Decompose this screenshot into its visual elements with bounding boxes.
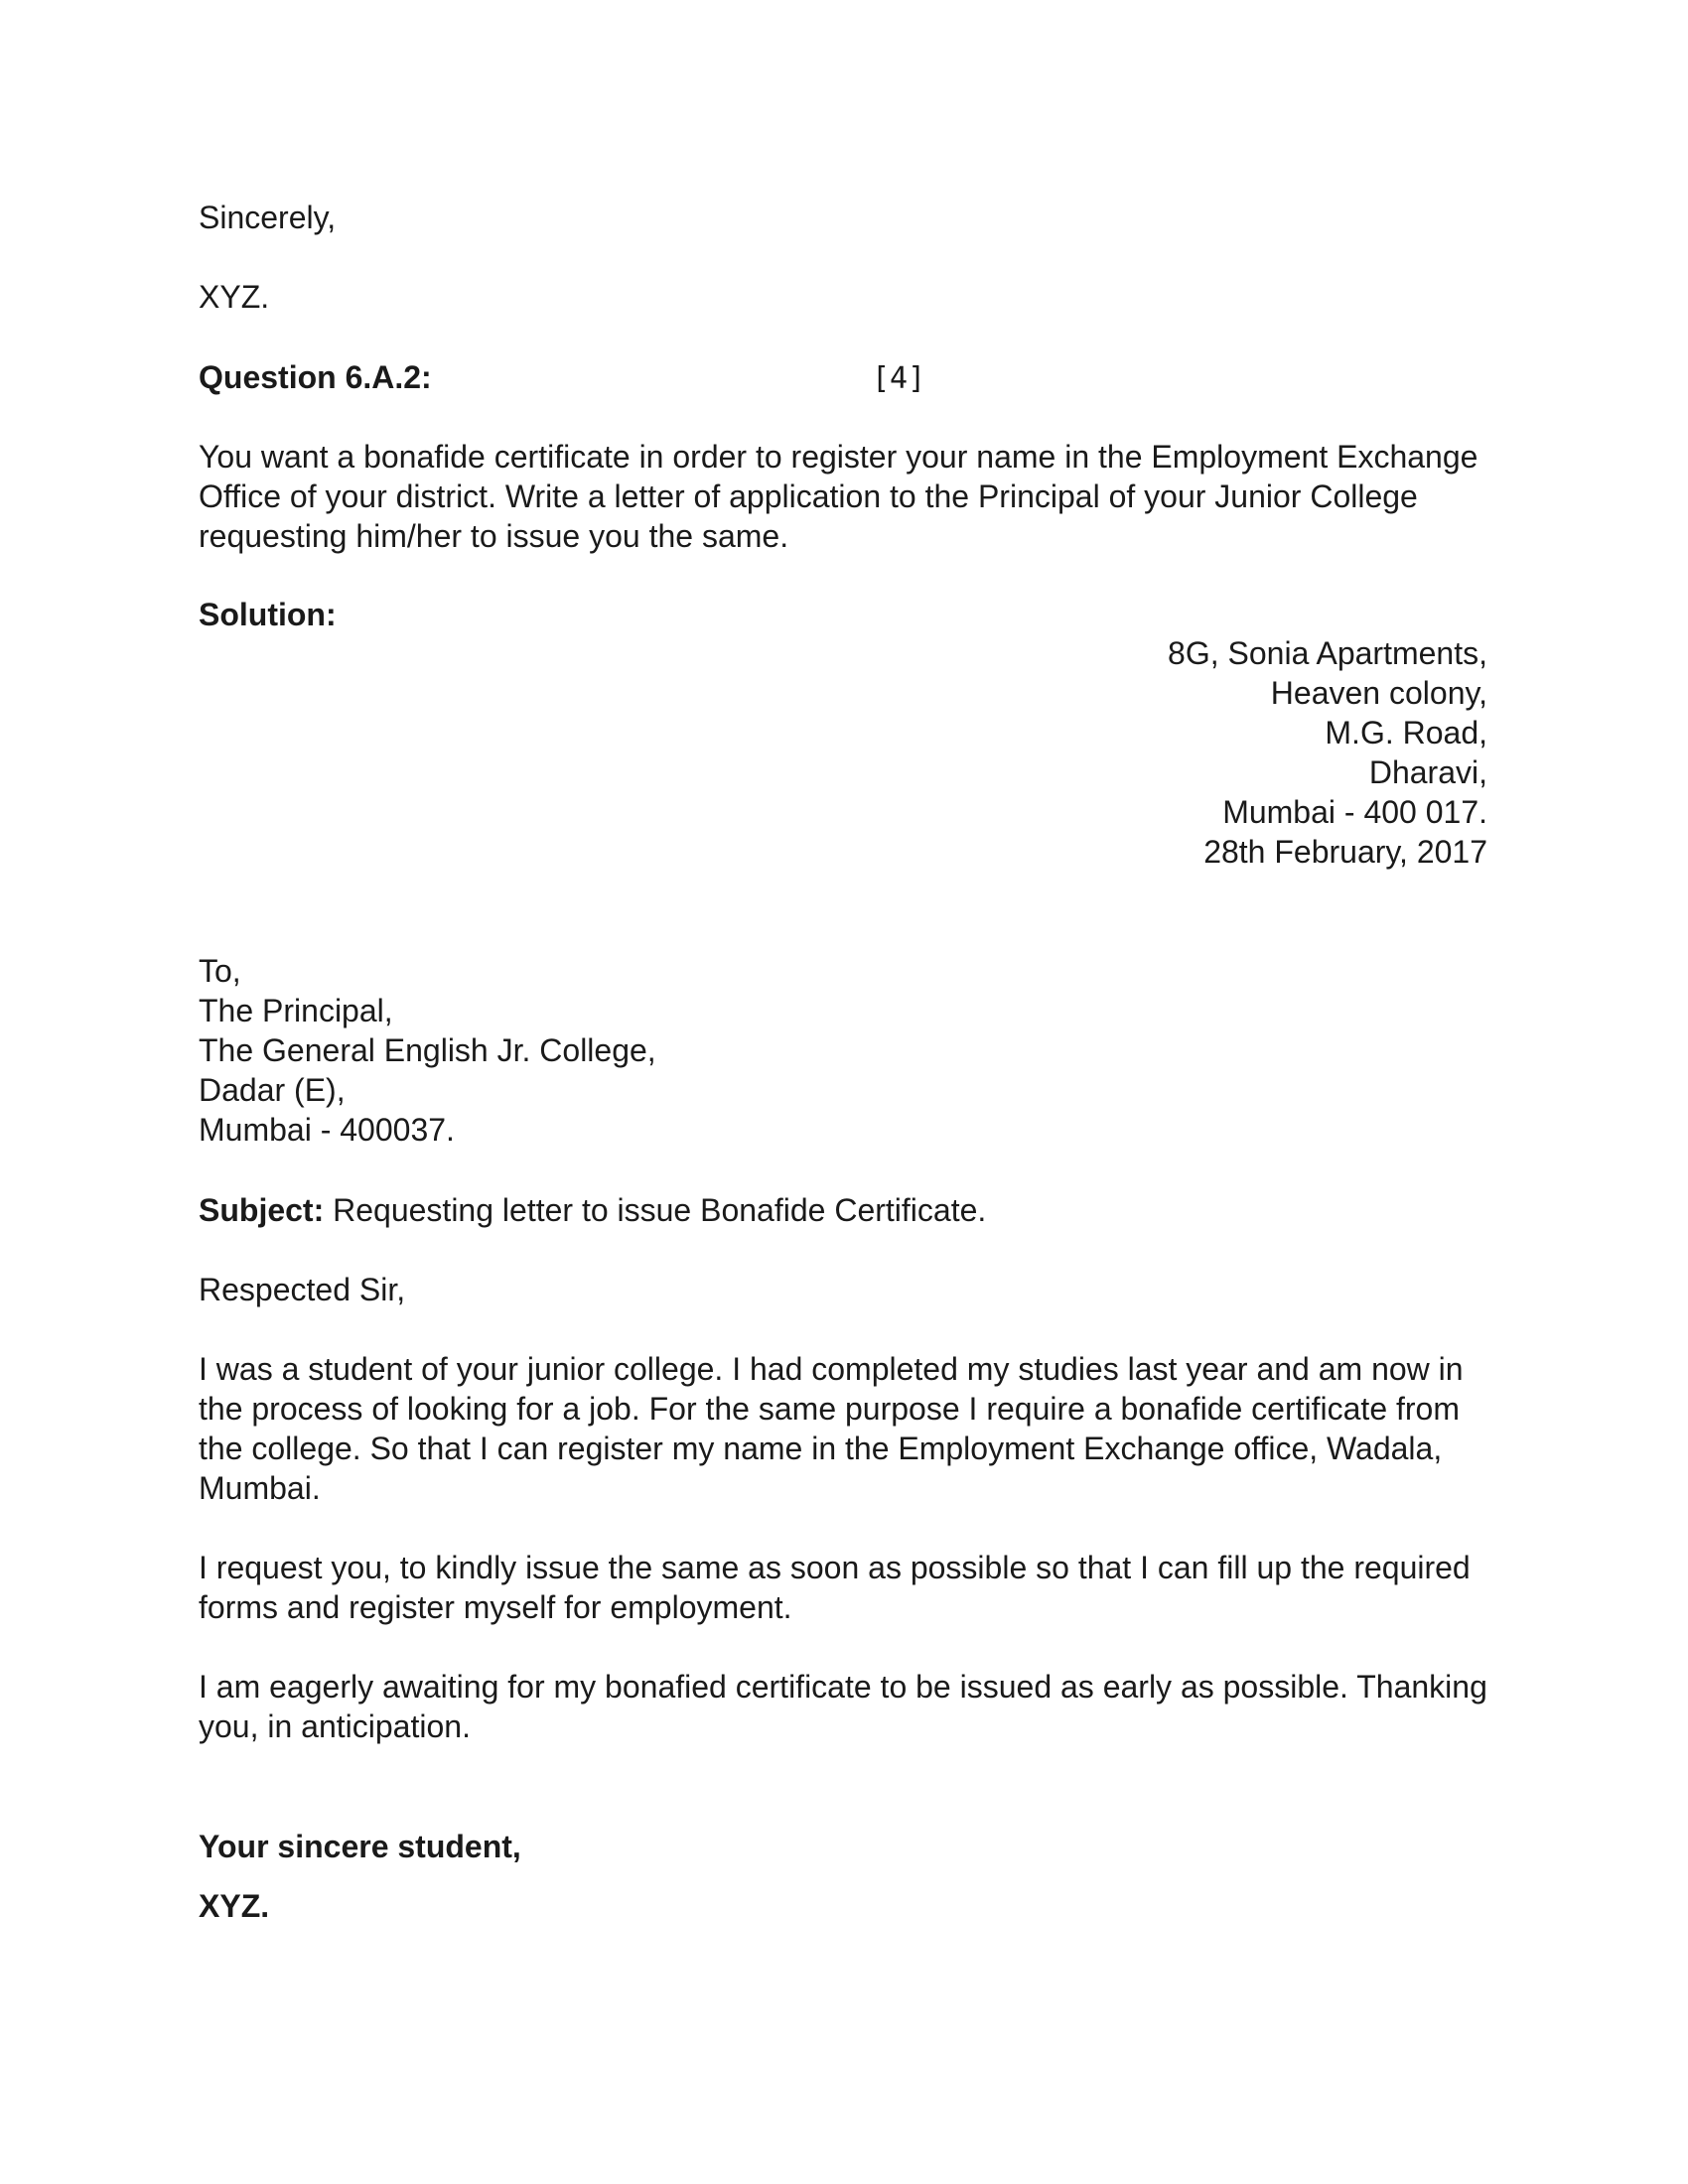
recipient-address-line: The General English Jr. College, — [199, 1032, 656, 1068]
signature: XYZ. — [199, 1888, 270, 1924]
solution-label: Solution: — [199, 597, 337, 632]
closing: Your sincere student, — [199, 1829, 521, 1864]
body-paragraph-2: I request you, to kindly issue the same as soon as possible so that I can fill up the required forms and register myself for employment. — [199, 1550, 1471, 1625]
recipient-address — [199, 951, 656, 1150]
subject-label: Subject: — [199, 1192, 325, 1228]
recipient-address-line: The Principal, — [199, 993, 393, 1028]
sender-address-line: Dharavi, — [1368, 754, 1487, 790]
sender-address-line: M.G. Road, — [1325, 715, 1487, 751]
recipient-address-line: Dadar (E), — [199, 1072, 346, 1108]
salutation: Respected Sir, — [199, 1272, 406, 1307]
recipient-address-line: Mumbai - 400037. — [199, 1112, 455, 1148]
sender-address — [1168, 633, 1487, 872]
letter-date: 28th February, 2017 — [1203, 834, 1487, 870]
subject-line — [199, 1190, 986, 1230]
previous-closing: Sincerely, — [199, 200, 337, 235]
recipient-address-line: To, — [199, 953, 241, 989]
body-paragraph-3: I am eagerly awaiting for my bonafied certificate to be issued as early as possible. Thanking you, in anticipation. — [199, 1669, 1487, 1744]
subject-text: Requesting letter to issue Bonafide Certificate. — [324, 1192, 987, 1228]
sender-address-line: Heaven colony, — [1270, 675, 1487, 711]
previous-signature: XYZ. — [199, 279, 270, 315]
question-label: Question 6.A.2: — [199, 359, 432, 395]
sender-address-line: 8G, Sonia Apartments, — [1168, 635, 1487, 671]
body-paragraph-1: I was a student of your junior college. I had completed my studies last year and am now in the process of looking for a job. For the same purpose I require a bonafide certificate from the college. So that I can register my name in the Employment Exchange office, Wadala, Mumbai. — [199, 1351, 1464, 1506]
sender-address-line: Mumbai - 400 017. — [1222, 794, 1487, 830]
question-text: You want a bonafide certificate in order to register your name in the Employment Exchange Office of your district. Write a letter of application to the Principal of your Junior College requesting him/her to issue you the same. — [199, 439, 1478, 554]
question-marks: [4] — [872, 361, 926, 396]
